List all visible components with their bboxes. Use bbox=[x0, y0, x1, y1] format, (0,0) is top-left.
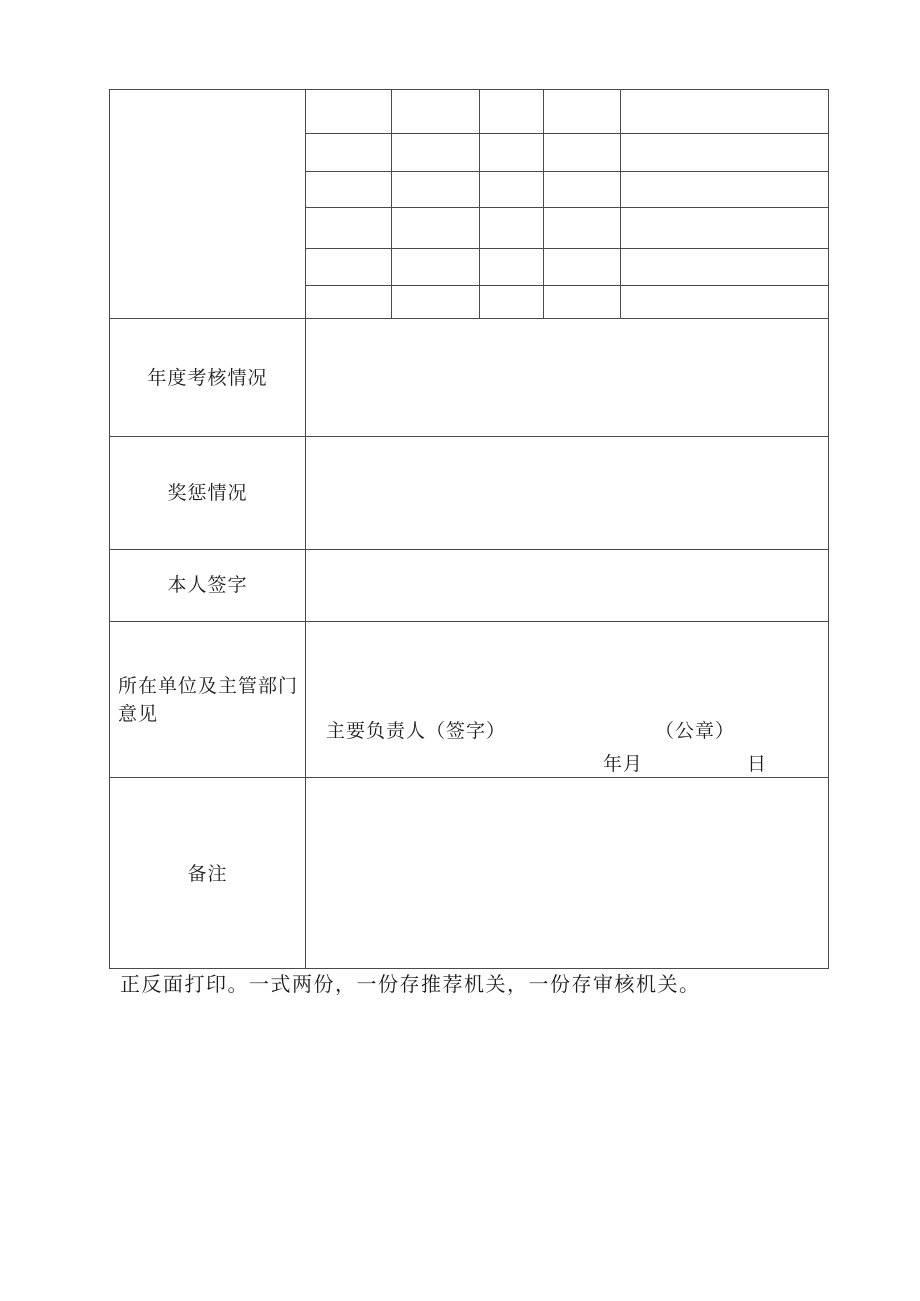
table-border-left bbox=[109, 89, 110, 969]
grid-row-line bbox=[305, 285, 828, 286]
grid-col-line bbox=[543, 89, 544, 318]
grid-row-line bbox=[305, 133, 828, 134]
table-border-top bbox=[109, 89, 829, 90]
grid-row-line bbox=[305, 207, 828, 208]
rewards-label: 奖惩情况 bbox=[167, 482, 248, 504]
date-year-month-text: 年月 bbox=[603, 753, 644, 775]
annual-review-field[interactable] bbox=[306, 319, 828, 436]
signature-field[interactable] bbox=[306, 550, 828, 621]
leader-signature-text: 主要负责人（签字） bbox=[326, 720, 507, 742]
remarks-label: 备注 bbox=[187, 863, 228, 885]
rewards-field[interactable] bbox=[306, 437, 828, 549]
grid-row-line bbox=[305, 171, 828, 172]
row-separator bbox=[109, 621, 829, 622]
date-day-text: 日 bbox=[747, 753, 768, 775]
table-border-bottom bbox=[109, 968, 829, 969]
grid-row-line bbox=[305, 248, 828, 249]
unit-opinion-label: 所在单位及主管部门意见 bbox=[118, 675, 299, 725]
grid-col-line bbox=[620, 89, 621, 318]
official-seal-text: （公章） bbox=[655, 720, 736, 742]
grid-col-line bbox=[391, 89, 392, 318]
signature-label: 本人签字 bbox=[167, 574, 248, 596]
annual-review-label: 年度考核情况 bbox=[147, 367, 268, 389]
table-border-right bbox=[828, 89, 829, 969]
remarks-field[interactable] bbox=[306, 778, 828, 968]
footer-note: 正反面打印。一式两份，一份存推荐机关，一份存审核机关。 bbox=[120, 972, 701, 996]
grid-col-line bbox=[479, 89, 480, 318]
